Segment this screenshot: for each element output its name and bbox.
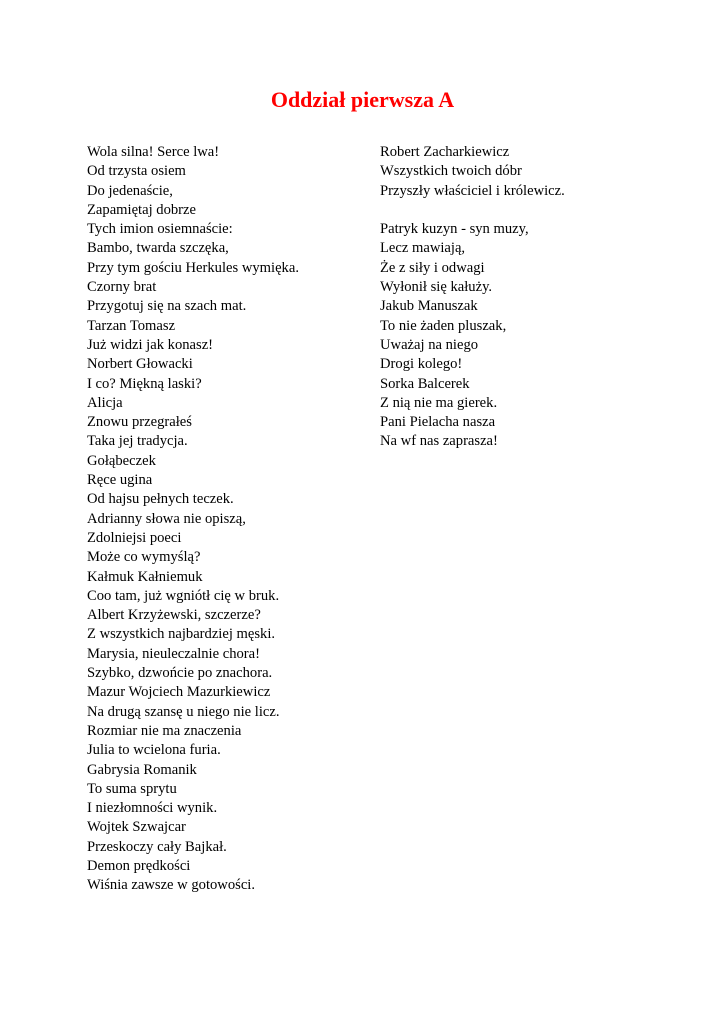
poem-line: Albert Krzyżewski, szczerze? (87, 607, 261, 624)
poem-line: Wszystkich twoich dóbr (380, 163, 522, 180)
poem-line: Przeskoczy cały Bajkał. (87, 838, 227, 855)
poem-line: Znowu przegrałeś (87, 414, 192, 431)
poem-line: Z wszystkich najbardziej męski. (87, 626, 276, 643)
poem-left-column (87, 143, 362, 896)
poem-line: Kałmuk Kałniemuk (87, 568, 203, 585)
poem-line: Od hajsu pełnych teczek. (87, 491, 234, 508)
poem-line: Tarzan Tomasz (87, 317, 176, 334)
poem-line: Przy tym gościu Herkules wymięka. (87, 259, 299, 276)
poem-line: Wola silna! Serce lwa! (87, 144, 220, 160)
poem-line: I niezłomności wynik. (87, 800, 218, 817)
poem-line: Julia to wcielona furia. (87, 742, 221, 759)
poem-line: Że z siły i odwagi (380, 259, 485, 276)
poem-line: Z nią nie ma gierek. (380, 394, 498, 411)
poem-line: Szybko, dzwońcie po znachora. (87, 665, 273, 682)
poem-line: Coo tam, już wgniótł cię w bruk. (87, 587, 280, 604)
poem-line: I co? Miękną laski? (87, 375, 202, 392)
poem-line: Pani Pielacha nasza (380, 414, 496, 431)
poem-line: Zapamiętaj dobrze (87, 201, 196, 218)
poem-line: Uważaj na niego (380, 336, 479, 353)
poem-line: Do jedenaście, (87, 182, 173, 199)
poem-line: Rozmiar nie ma znaczenia (87, 722, 242, 739)
poem-right-column (380, 143, 680, 452)
poem-line: Zdolniejsi poeci (87, 529, 182, 546)
poem-line: Od trzysta osiem (87, 163, 186, 180)
poem-line: Wiśnia zawsze w gotowości. (87, 877, 256, 894)
poem-line: Wyłonił się kałuży. (380, 279, 493, 296)
poem-line (380, 201, 680, 220)
poem-line: Norbert Głowacki (87, 356, 193, 373)
poem-line: Czorny brat (87, 279, 157, 296)
poem-line: Adrianny słowa nie opiszą, (87, 510, 246, 527)
poem-line: To suma sprytu (87, 780, 177, 797)
poem-line: Bambo, twarda szczęka, (87, 240, 229, 257)
poem-line: Mazur Wojciech Mazurkiewicz (87, 684, 271, 701)
poem-line: Ręce ugina (87, 472, 153, 489)
poem-line: Tych imion osiemnaście: (87, 221, 233, 238)
poem-line: Drogi kolego! (380, 356, 463, 373)
poem-line: Przyszły właściciel i królewicz. (380, 182, 565, 199)
poem-title: Oddział pierwsza A (270, 87, 455, 112)
poem-line: Lecz mawiają, (380, 240, 466, 257)
poem-line: Marysia, nieuleczalnie chora! (87, 645, 261, 662)
poem-line: Sorka Balcerek (380, 375, 470, 392)
poem-line: Gabrysia Romanik (87, 761, 197, 778)
poem-line: Już widzi jak konasz! (87, 336, 214, 353)
poem-line: Może co wymyślą? (87, 549, 201, 566)
poem-line: Patryk kuzyn - syn muzy, (380, 221, 529, 238)
poem-line: Wojtek Szwajcar (87, 819, 186, 836)
poem-line: To nie żaden pluszak, (380, 317, 507, 334)
poem-line: Alicja (87, 394, 123, 411)
poem-line: Taka jej tradycja. (87, 433, 188, 450)
poem-line: Na wf nas zaprasza! (380, 433, 498, 450)
poem-line: Gołąbeczek (87, 452, 156, 469)
poem-line: Robert Zacharkiewicz (380, 144, 510, 160)
poem-line: Przygotuj się na szach mat. (87, 298, 247, 315)
poem-line: Na drugą szansę u niego nie licz. (87, 703, 280, 720)
poem-line: Jakub Manuszak (380, 298, 478, 315)
poem-line: Demon prędkości (87, 857, 191, 874)
